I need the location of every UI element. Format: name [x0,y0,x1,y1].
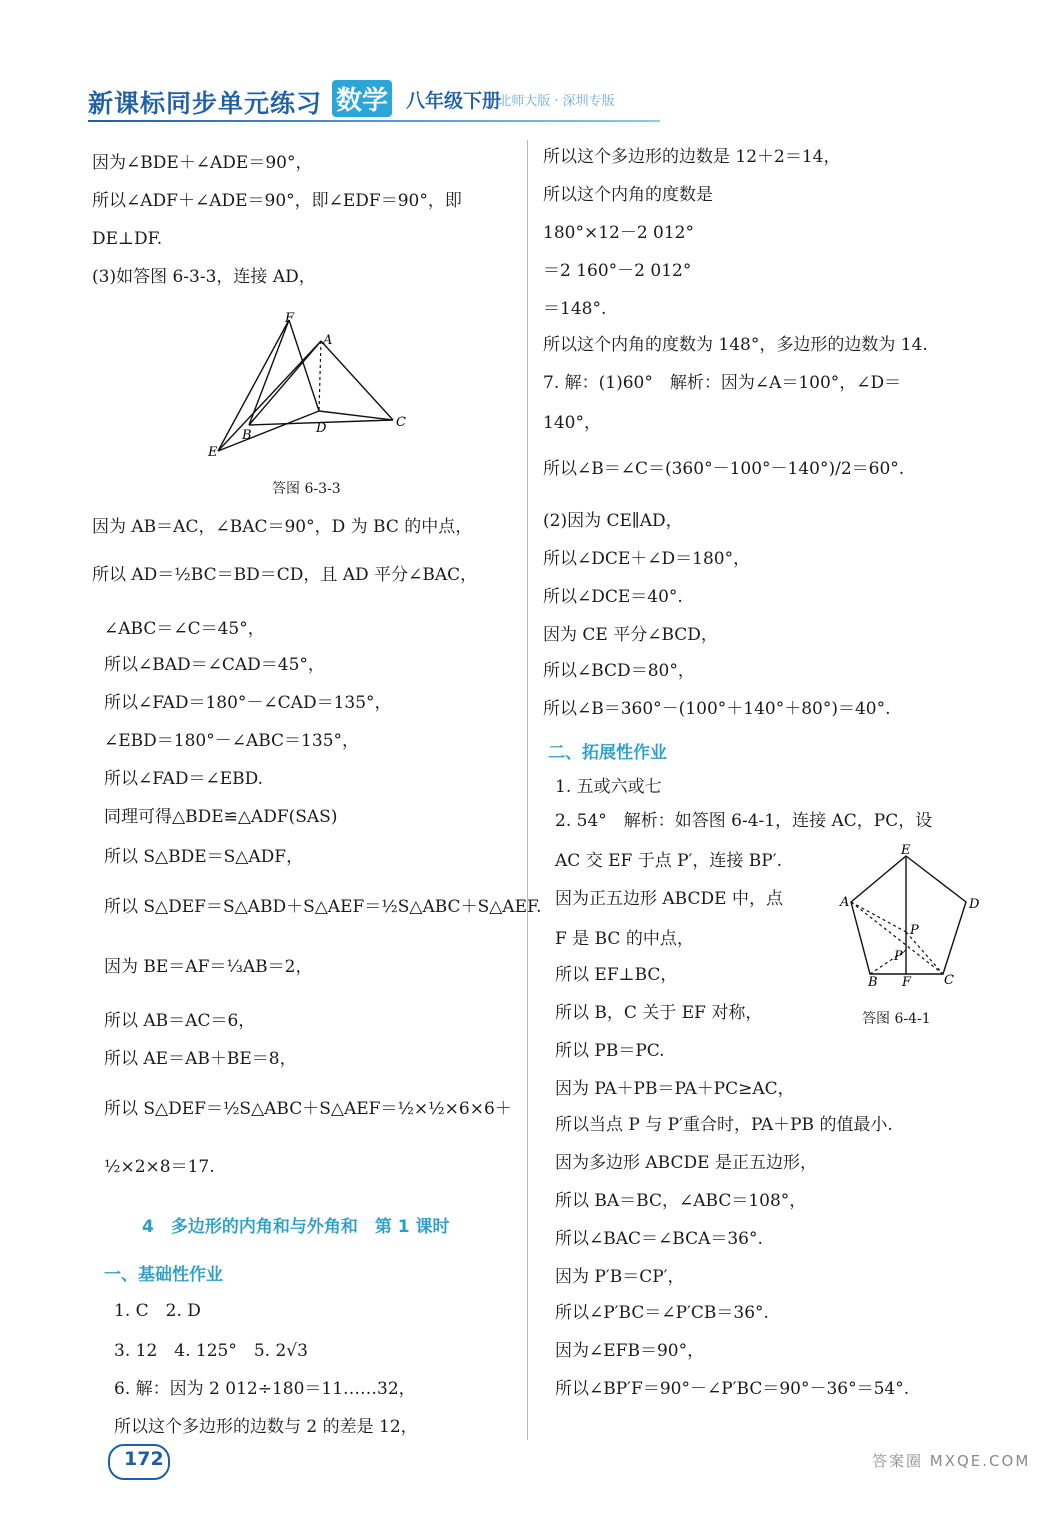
point-label-D: D [316,421,327,436]
text-line: F 是 BC 的中点， [555,929,694,949]
text-line: 所以 AB＝AC＝6， [104,1011,256,1031]
text-line: 7. 解：(1)60° 解析：因为∠A＝100°，∠D＝ [543,373,902,393]
text-line: ＝148°. [543,299,607,319]
grade-label: 八年级下册 [406,90,502,112]
text-line: ＝2 160°－2 012° [543,261,692,281]
text-line: 因为 PA＋PB＝PA＋PC≥AC， [555,1079,795,1099]
text-line: DE⊥DF. [92,229,163,249]
point-label-B: B [868,975,878,990]
section-extend-heading: 二、拓展性作业 [548,743,667,763]
point-label-F: F [902,975,912,990]
text-line: 因为多边形 ABCDE 是正五边形， [555,1153,817,1173]
text-line: 所以当点 P 与 P′重合时，PA＋PB 的值最小. [555,1115,893,1135]
text-line: ∠ABC＝∠C＝45°， [104,619,265,639]
text-line: 所以∠BAC＝∠BCA＝36°. [555,1229,763,1249]
figure-6-4-1 [838,842,988,1002]
text-line: 所以这个多边形的边数是 12＋2＝14， [543,147,841,167]
edition-label: · 北师大版 · 深圳专版 [490,94,615,109]
text-line: 所以 S△BDE＝S△ADF， [104,847,304,867]
point-label-E: E [901,843,911,858]
text-line: 同理可得△BDE≌△ADF(SAS) [104,807,338,827]
text-line: 所以 S△DEF＝½S△ABC＋S△AEF＝½×½×6×6＋ [104,1099,512,1119]
text-line: 140°， [543,413,601,433]
text-line: 因为∠BDE＋∠ADE＝90°， [92,153,313,173]
text-line: 所以 PB＝PC. [555,1041,665,1061]
text-line: 所以 AE＝AB＋BE＝8， [104,1049,297,1069]
text-line: 1. C 2. D [114,1301,201,1321]
text-line: ½×2×8＝17. [104,1157,215,1177]
lesson-title: 4 多边形的内角和与外角和 第 1 课时 [142,1217,450,1237]
text-line: 所以这个多边形的边数与 2 的差是 12， [114,1417,418,1437]
text-line: 因为∠EFB＝90°， [555,1341,705,1361]
point-label-E: E [208,445,218,460]
page-number: 172 [124,1448,164,1470]
page-header [88,78,668,130]
text-line: 2. 54° 解析：如答图 6-4-1，连接 AC，PC，设 [555,811,933,831]
text-line: 所以∠BAD＝∠CAD＝45°， [104,655,325,675]
point-label-P-prime: P′ [894,949,906,964]
text-line: 180°×12－2 012° [543,223,694,243]
point-label-C: C [944,973,954,988]
text-line: (2)因为 CE∥AD， [543,511,683,531]
text-line: 所以∠B＝360°－(100°＋140°＋80°)＝40°. [543,699,891,719]
text-line: 所以∠ADF＋∠ADE＝90°，即∠EDF＝90°，即 [92,191,462,211]
point-label-D: D [969,897,980,912]
point-label-B: B [242,428,252,443]
watermark: 答案圈 MXQE.COM [872,1452,1031,1470]
text-line: 所以这个内角的度数为 148°，多边形的边数为 14. [543,335,928,355]
point-label-P: P [910,923,919,938]
text-line: ∠EBD＝180°－∠ABC＝135°， [104,731,360,751]
text-line: 所以∠DCE＋∠D＝180°， [543,549,751,569]
text-line: 所以 S△DEF＝S△ABD＋S△AEF＝½S△ABC＋S△AEF. [104,897,542,917]
text-line: 因为 P′B＝CP′， [555,1267,685,1287]
figure-caption: 答图 6-3-3 [272,481,341,497]
text-line: 所以 B，C 关于 EF 对称， [555,1003,763,1023]
text-line: 所以∠FAD＝∠EBD. [104,769,264,789]
column-divider [527,140,528,1440]
text-line: 因为 BE＝AF＝⅓AB＝2， [104,957,313,977]
text-line: 所以 EF⊥BC， [555,965,678,985]
text-line: 所以∠FAD＝180°－∠CAD＝135°， [104,693,392,713]
text-line: 因为正五边形 ABCDE 中，点 [555,889,783,909]
text-line: (3)如答图 6-3-3，连接 AD， [92,267,316,287]
text-line: 6. 解：因为 2 012÷180＝11……32， [114,1379,416,1399]
text-line: 所以 AD＝½BC＝BD＝CD，且 AD 平分∠BAC， [92,565,478,585]
text-line: 所以∠BCD＝80°， [543,661,695,681]
text-line: 1. 五或六或七 [555,777,662,797]
text-line: 所以这个内角的度数是 [543,185,713,205]
subject-badge: 数学 [332,80,392,117]
text-line: 因为 AB＝AC，∠BAC＝90°，D 为 BC 的中点， [92,517,473,537]
point-label-A: A [840,895,850,910]
point-label-A: A [323,333,333,348]
figure-6-3-3 [205,308,425,468]
text-line: 所以∠P′BC＝∠P′CB＝36°. [555,1303,769,1323]
header-rule [88,120,660,122]
text-line: 所以∠BP′F＝90°－∠P′BC＝90°－36°＝54°. [555,1379,910,1399]
text-line: 所以∠DCE＝40°. [543,587,683,607]
book-series-title: 新课标同步单元练习 [88,89,323,118]
section-basic-heading: 一、基础性作业 [104,1265,223,1285]
figure-caption: 答图 6-4-1 [862,1011,931,1027]
text-line: AC 交 EF 于点 P′，连接 BP′. [555,851,783,871]
text-line: 所以∠B＝∠C＝(360°－100°－140°)/2＝60°. [543,459,905,479]
point-label-F: F [285,311,295,326]
text-line: 3. 12 4. 125° 5. 2√3 [114,1341,308,1361]
point-label-C: C [396,415,406,430]
text-line: 所以 BA＝BC，∠ABC＝108°， [555,1191,807,1211]
text-line: 因为 CE 平分∠BCD， [543,625,718,645]
